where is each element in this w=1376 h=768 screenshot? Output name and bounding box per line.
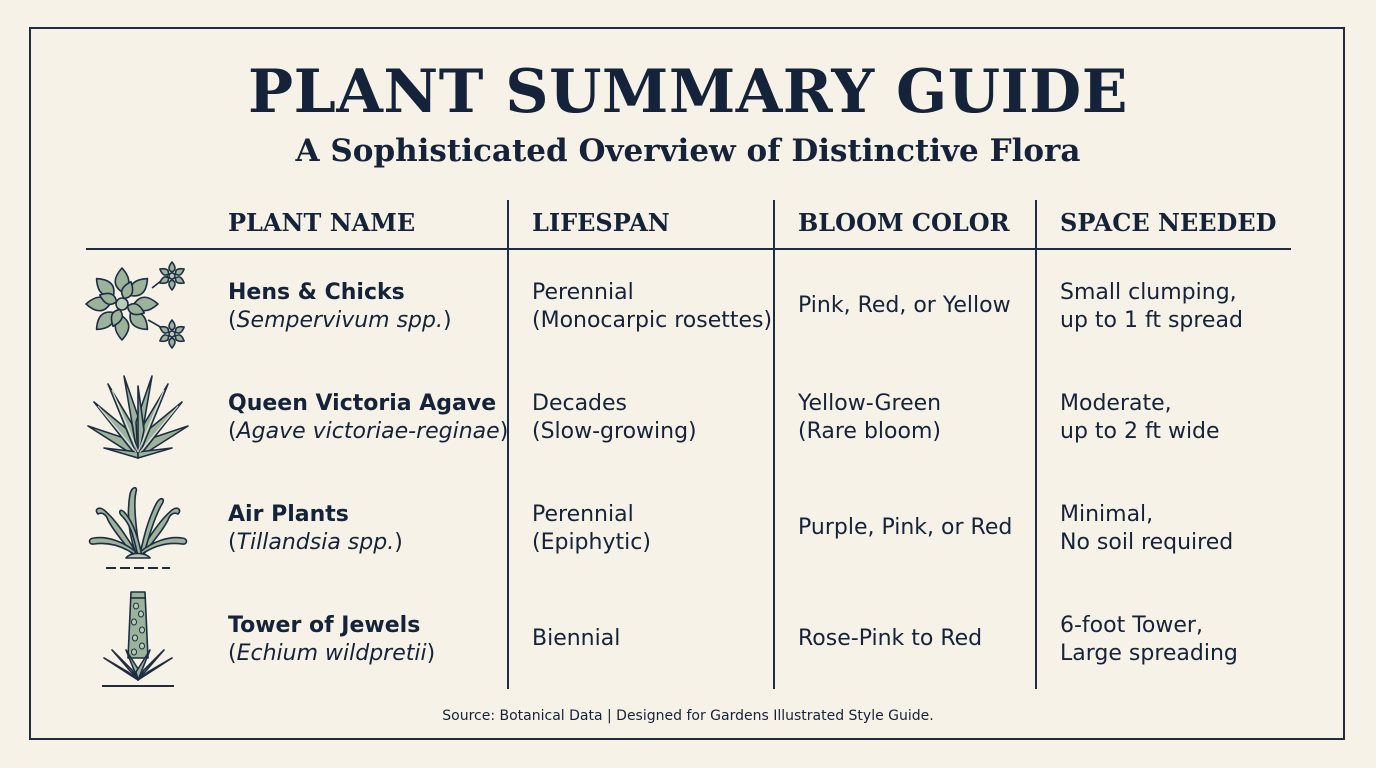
space-needed-cell [1060, 501, 1233, 557]
lifespan-cell [532, 279, 772, 335]
bloom-color-cell [798, 625, 982, 653]
plant-scientific-name: (Sempervivum spp.) [228, 308, 452, 333]
header-divider [86, 248, 1291, 250]
column-header-space-needed: SPACE NEEDED [1060, 208, 1277, 237]
lifespan-line: Perennial [532, 280, 634, 305]
lifespan-cell [532, 625, 620, 653]
plant-common-name: Air Plants [228, 502, 349, 527]
space-needed-cell [1060, 612, 1238, 668]
column-divider [1035, 200, 1037, 689]
lifespan-line: Perennial [532, 502, 634, 527]
bloom-color-line: Pink, Red, or Yellow [798, 293, 1011, 318]
lifespan-line: (Slow-growing) [532, 419, 697, 444]
scientific-name-text: Echium wildpretii [236, 641, 427, 666]
column-header-lifespan: LIFESPAN [532, 208, 670, 237]
bloom-color-line: Rose-Pink to Red [798, 626, 983, 651]
space-needed-line: No soil required [1060, 530, 1234, 555]
space-needed-line: up to 1 ft spread [1060, 308, 1243, 333]
plant-common-name: Hens & Chicks [228, 280, 405, 305]
plant-scientific-name: (Echium wildpretii) [228, 641, 436, 666]
scientific-name-text: Sempervivum spp. [236, 308, 443, 333]
page-subtitle: A Sophisticated Overview of Distinctive Flora [295, 133, 1081, 169]
plant-scientific-name: (Agave victoriae-reginae) [228, 419, 509, 444]
table-row-name-cell [228, 501, 403, 557]
plant-common-name: Queen Victoria Agave [228, 391, 497, 416]
bloom-color-cell [798, 292, 1011, 320]
column-divider [773, 200, 775, 689]
bloom-color-line: (Rare bloom) [798, 419, 941, 444]
table-row-name-cell [228, 279, 452, 335]
page-title: PLANT SUMMARY GUIDE [248, 57, 1128, 127]
lifespan-line: (Monocarpic rosettes) [532, 308, 773, 333]
lifespan-line: Decades [532, 391, 628, 416]
column-header-plant-name: PLANT NAME [228, 208, 416, 237]
space-needed-cell [1060, 390, 1220, 446]
lifespan-line: (Epiphytic) [532, 530, 651, 555]
scientific-name-text: Agave victoriae-reginae [236, 419, 500, 444]
source-footnote: Source: Botanical Data | Designed for Gardens Illustrated Style Guide. [442, 708, 934, 724]
plant-scientific-name: (Tillandsia spp.) [228, 530, 403, 555]
space-needed-line: Large spreading [1060, 641, 1238, 666]
table-row-name-cell [228, 612, 435, 668]
succulent-rosette-icon [82, 258, 192, 354]
air-plant-icon [86, 480, 190, 574]
agave-icon [84, 372, 192, 464]
lifespan-line: Biennial [532, 626, 621, 651]
bloom-color-line: Yellow-Green [798, 391, 942, 416]
space-needed-line: Moderate, [1060, 391, 1172, 416]
space-needed-line: 6-foot Tower, [1060, 613, 1203, 638]
space-needed-line: Minimal, [1060, 502, 1154, 527]
space-needed-line: up to 2 ft wide [1060, 419, 1220, 444]
bloom-color-cell [798, 390, 941, 446]
space-needed-line: Small clumping, [1060, 280, 1237, 305]
bloom-color-cell [798, 514, 1012, 542]
bloom-color-line: Purple, Pink, or Red [798, 515, 1013, 540]
lifespan-cell [532, 390, 697, 446]
column-header-bloom-color: BLOOM COLOR [798, 208, 1010, 237]
scientific-name-text: Tillandsia spp. [236, 530, 395, 555]
plant-common-name: Tower of Jewels [228, 613, 421, 638]
lifespan-cell [532, 501, 651, 557]
tower-plant-icon [98, 588, 178, 692]
space-needed-cell [1060, 279, 1243, 335]
table-row-name-cell [228, 390, 508, 446]
